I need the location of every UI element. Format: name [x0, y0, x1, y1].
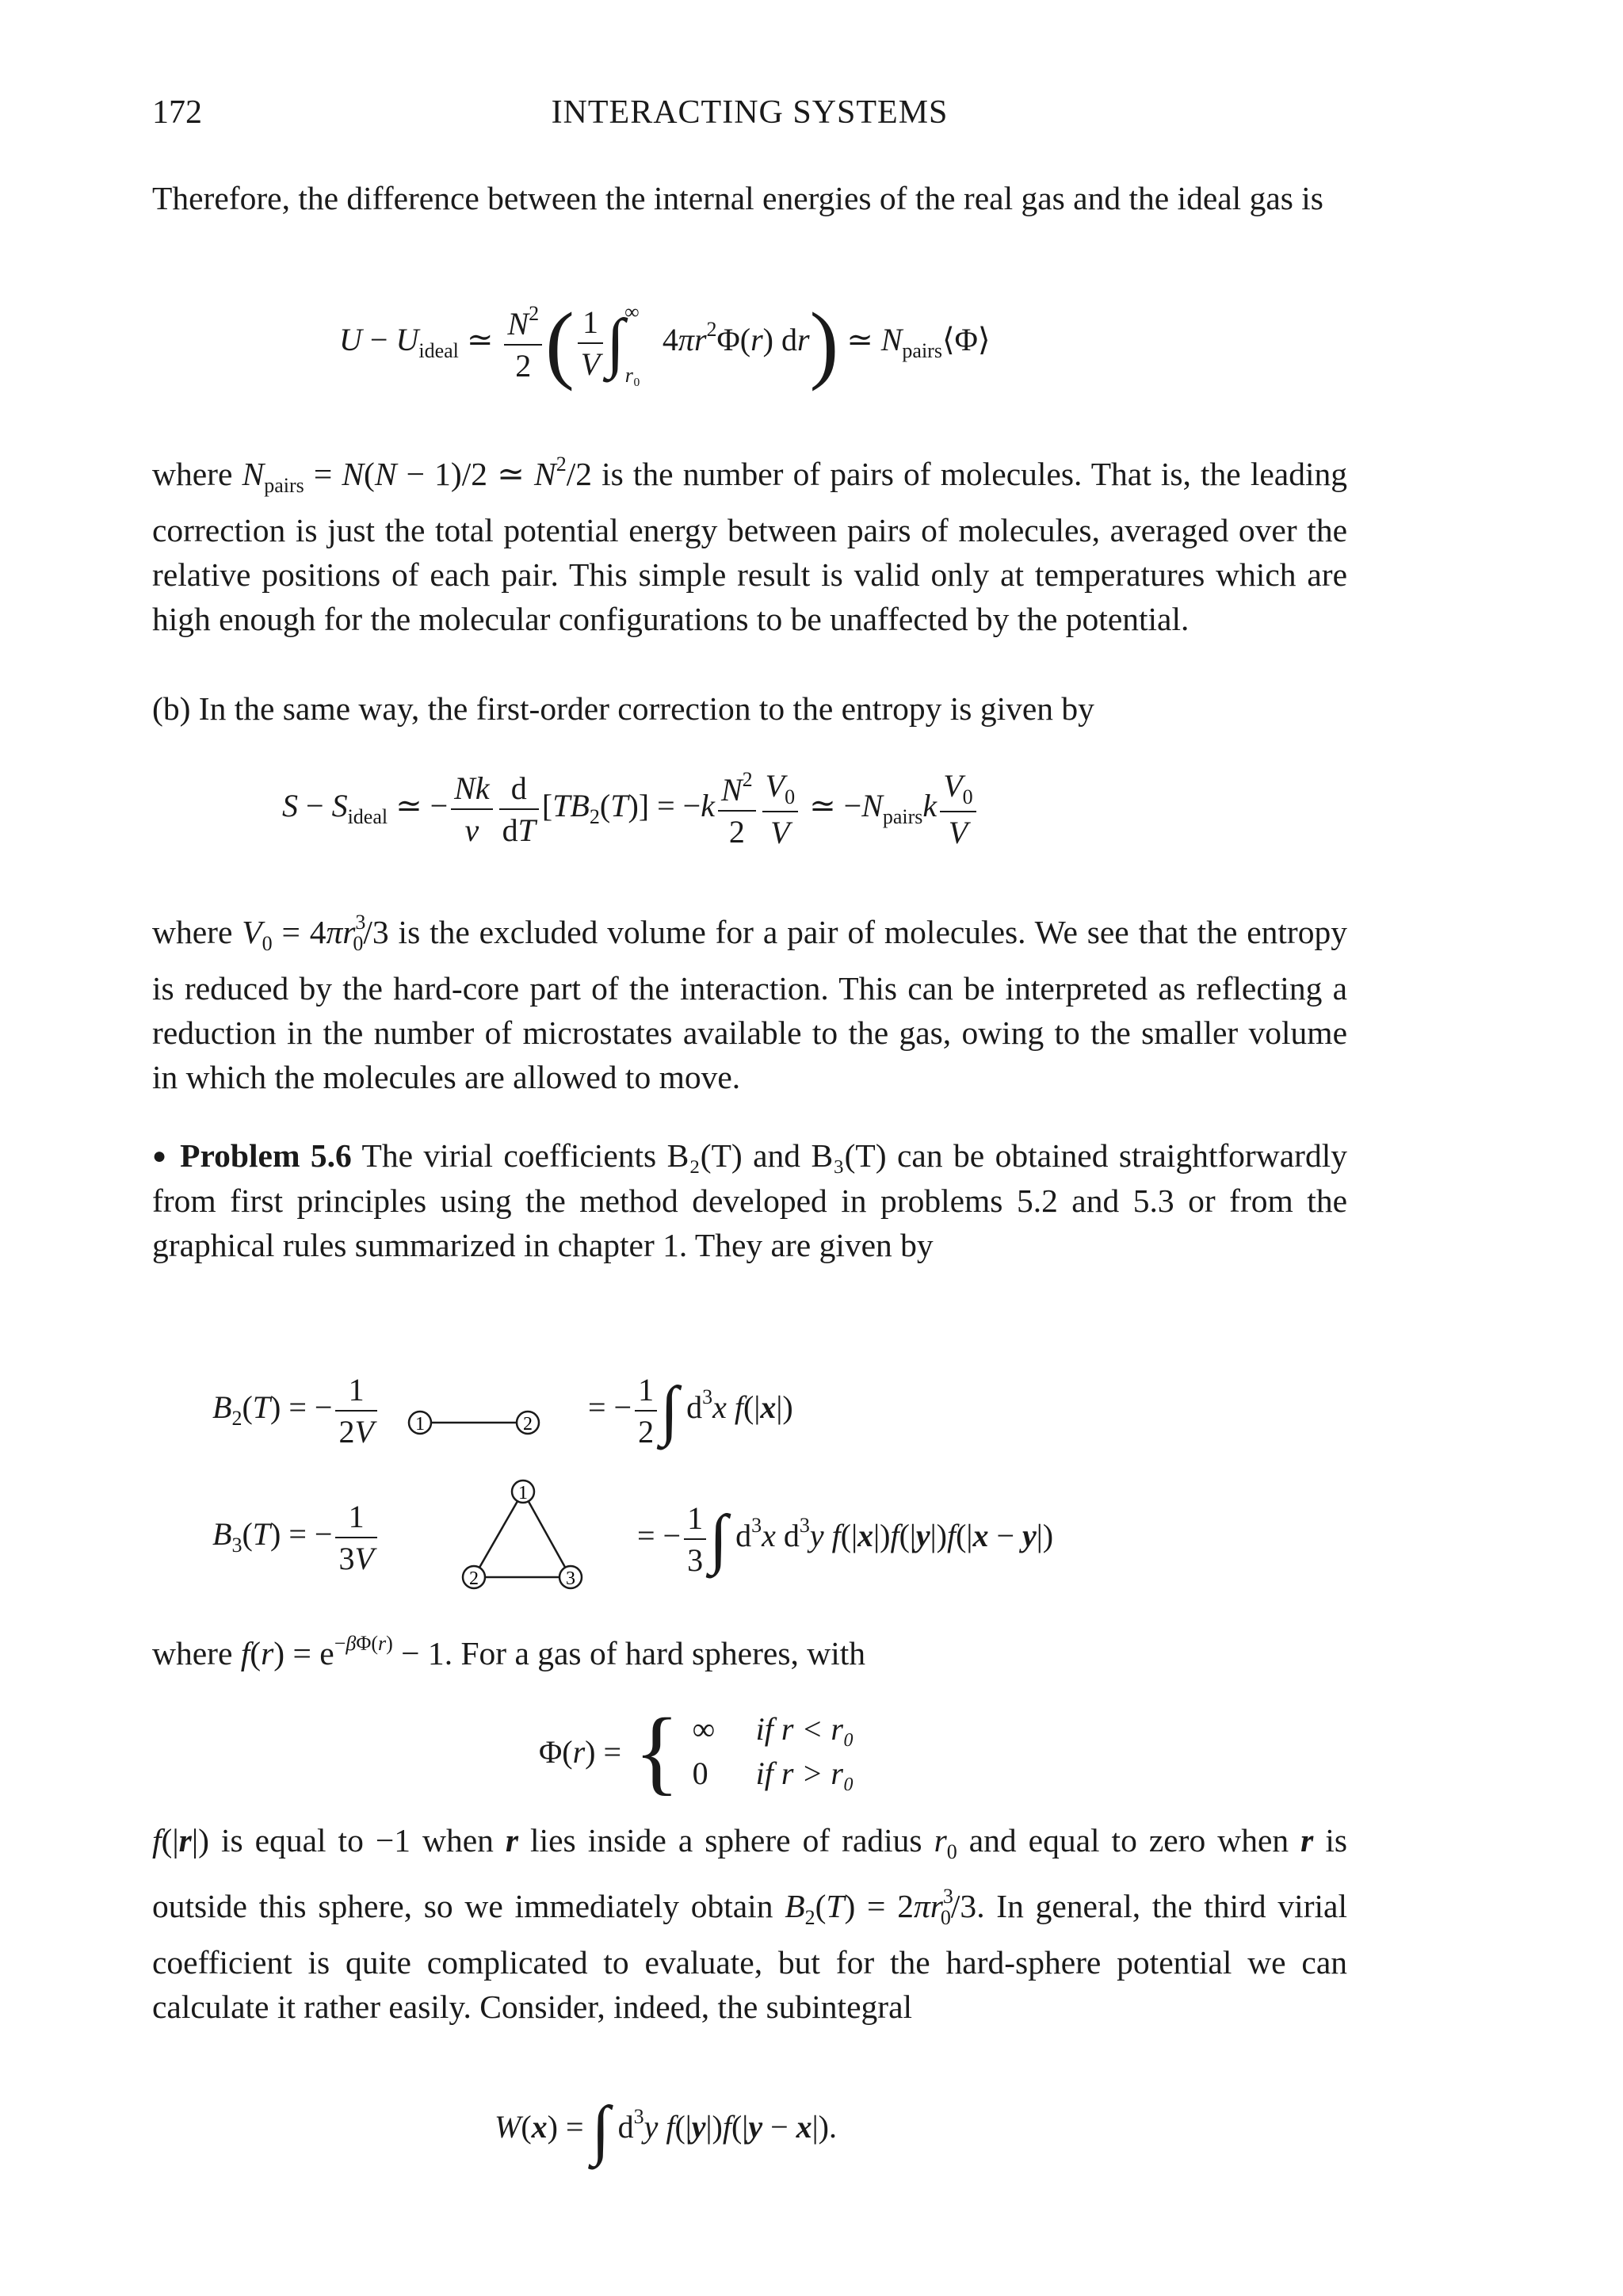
problem-label: Problem 5.6 — [180, 1137, 352, 1174]
two-point-diagram — [403, 1403, 545, 1442]
p4-start: where — [152, 914, 242, 950]
p4-rest: is the excluded volume for a pair of molecules. We see that the entropy is reduced by the hard-core part of the interaction. This can be interpreted as reflecting a reduction in the number of microstates available to the gas, owing to the smaller volume in which the molecules are allowed to move. — [152, 914, 1347, 1095]
equation-b2: $B_2(T)$ = − $\frac{1}{2V}$ — [212, 1371, 380, 1450]
p7-a: is equal to −1 when — [208, 1822, 506, 1859]
p6-rest: . For a gas of hard spheres, with — [444, 1635, 866, 1671]
page-number: 172 — [152, 94, 202, 131]
triangle-diagram — [452, 1474, 594, 1601]
running-header — [152, 94, 1347, 141]
paragraph-problem — [152, 1133, 1347, 1267]
paragraph-third-virial: f(|r|) is equal to −1 when r lies inside a sphere of radius $r_0$ and equal to zero when r is outside this sphere, so we immediately obtain $B_2(T) = 2\pi r^3_0/3$. In general, the third virial coefficient is quite complicated to evaluate, but for the hard-sphere potential we can calculate it rather easily. Consider, indeed, the subintegral — [152, 1822, 1347, 2025]
case2-value: 0 — [692, 1755, 708, 1791]
paragraph-npairs-rest: is the number of pairs of molecules. That is, the leading correction is just the total potential energy between pairs of molecules, averaged over the relative positions of each pair. This simple result is valid only at temperatures which are high enough for the molecular configurations to be unaffected by the potential. — [152, 456, 1347, 637]
diagram-bond-1-2 — [474, 1492, 523, 1577]
diagram-label-2: 2 — [523, 1414, 533, 1435]
equation-internal-energy: $U - U_{ideal}$ ≃ $\frac{N^2}{2}$ ( $\frac{1}{V}$ $\int^\infty_{r_0}$ $4\pi r^2\Phi(r)$ dr) ≃ $N_{pairs}⟨\Phi⟩$ — [339, 295, 991, 392]
equation-b3-integral: = − $\frac{1}{3}$ ∫ $d^3x$ $d^3y$ f(|x|)f(|y|)f(|x − y|) — [637, 1500, 1054, 1578]
p7-e: . In general, the third virial coefficient is quite complicated to evaluate, but for the hard-sphere potential we can calculate it rather easily. Consider, indeed, the subintegral — [152, 1888, 1347, 2025]
case1-condition: if r < r₀ — [755, 1711, 854, 1747]
equation-hard-sphere-potential: Φ(r) = { ∞ if r < r₀ 0 if r > r₀ — [539, 1698, 854, 1804]
equation-b2-integral: = − $\frac{1}{2}$ ∫ $d^3x$ f(|x|) — [588, 1372, 793, 1450]
diagram-label-1: 1 — [415, 1414, 425, 1435]
diagram-label-1: 1 — [518, 1483, 528, 1503]
equation-subintegral: W(x) = ∫ $d^3y$ f(|y|)f(|y − x|). — [495, 2093, 837, 2167]
case1-value: ∞ — [692, 1711, 716, 1747]
p7-d: is outside this sphere, so we immediately obtain — [152, 1822, 1347, 1924]
paragraph-excluded-volume: where $V_0 = 4\pi r^3_0/3$ is the excluded volume for a pair of molecules. We see that the entropy is reduced by the hard-core part of the interaction. This can be interpreted as reflecting a reduction in the number of microstates available to the gas, owing to the smaller volume in which the molecules are allowed to move. — [152, 911, 1347, 1095]
equation-b3: $B_3(T)$ = − $\frac{1}{3V}$ — [212, 1498, 380, 1577]
running-title: INTERACTING SYSTEMS — [551, 94, 949, 131]
problem-text: The virial coefficients B₂(T) and B₃(T) can be obtained straightforwardly from first principles using the method developed in problems 5.2 and 5.3 or from the graphical rules summarized in chapter 1. They are given by — [152, 1137, 1347, 1263]
p6-start: where — [152, 1635, 241, 1671]
bullet-icon: ● — [152, 1143, 170, 1169]
paragraph-internal-energy: Therefore, the difference between the internal energies of the real gas and the ideal gas is — [152, 180, 1323, 216]
p7-c: and equal to zero when — [957, 1822, 1301, 1859]
paragraph-npairs: where $N_{pairs} = N(N - 1)/2$ ≃ $N^2/2$ is the number of pairs of molecules. That is, the leading correction is just the total potential energy between pairs of molecules, averaged over the relative positions of each pair. This simple result is valid only at temperatures which are high enough for the molecular configurations to be unaffected by the potential. — [152, 453, 1347, 637]
diagram-label-3: 3 — [566, 1568, 575, 1589]
diagram-label-2: 2 — [469, 1568, 479, 1589]
paragraph-entropy-intro: (b) In the same way, the first-order correction to the entropy is given by — [152, 690, 1094, 727]
case2-condition: if r > r₀ — [755, 1755, 854, 1791]
equation-entropy: $S - S_{ideal}$ ≃ − $\frac{Nk}{v}$ $\frac{d}{dT}$ $[TB_2(T)] = -k$ $\frac{N^2}{2}$ $\frac{V_0}{V}$ ≃ $-N_{pairs}k$ $\frac{V_0}{V}$ — [282, 767, 980, 851]
diagram-bond-1-3 — [523, 1492, 571, 1577]
paragraph-mayer-function: where $f(r) = e^{-\beta\Phi(r)} - 1$. For a gas of hard spheres, with — [152, 1632, 866, 1671]
p7-b: lies inside a sphere of radius — [518, 1822, 934, 1859]
